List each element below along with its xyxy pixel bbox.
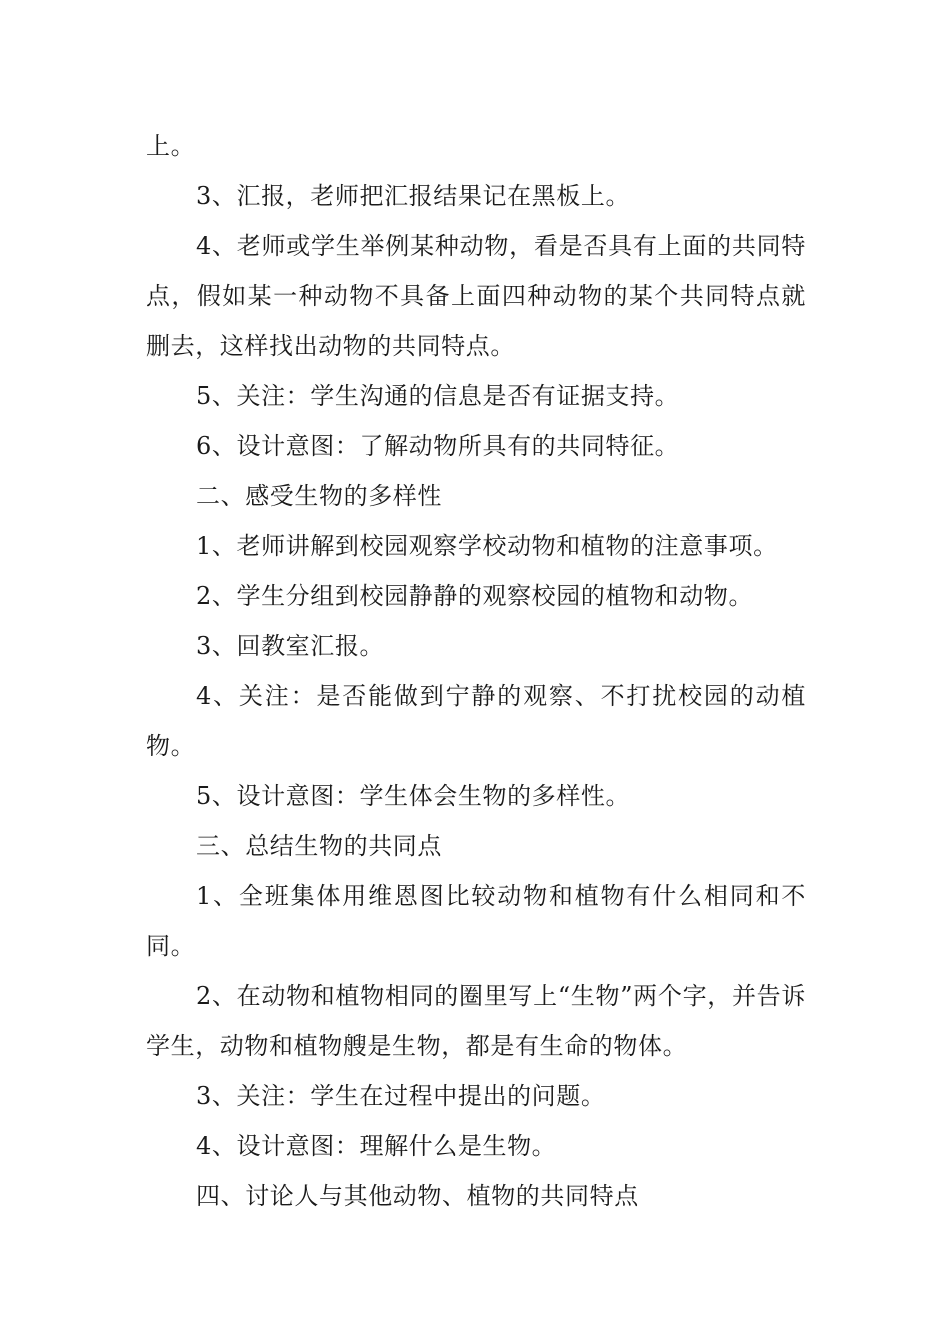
paragraph: 5、关注：学生沟通的信息是否有证据支持。 [196,382,680,410]
section-heading: 三、总结生物的共同点 [196,832,442,860]
paragraph: 3、汇报，老师把汇报结果记在黑板上。 [196,182,631,210]
paragraph: 5、设计意图：学生体会生物的多样性。 [196,782,631,810]
paragraph: 2、学生分组到校园静静的观察校园的植物和动物。 [196,582,754,610]
paragraph: 4、老师或学生举例某种动物，看是否具有上面的共同特点，假如某一种动物不具备上面四种动物的某个共同特点就删去，这样找出动物的共同特点。 [146,232,806,360]
paragraph: 6、设计意图：了解动物所具有的共同特征。 [196,432,680,460]
paragraph: 2、在动物和植物相同的圈里写上“生物”两个字，并告诉学生，动物和植物艘是生物，都是有生命的物体。 [146,982,806,1060]
paragraph: 4、关注：是否能做到宁静的观察、不打扰校园的动植物。 [146,682,806,760]
paragraph: 3、回教室汇报。 [196,632,385,660]
paragraph: 3、关注：学生在过程中提出的问题。 [196,1082,606,1110]
paragraph-continuation: 上。 [146,132,196,160]
paragraph: 1、老师讲解到校园观察学校动物和植物的注意事项。 [196,532,778,560]
section-heading: 二、感受生物的多样性 [196,482,442,510]
section-heading: 四、讨论人与其他动物、植物的共同特点 [196,1182,639,1210]
paragraph: 4、设计意图：理解什么是生物。 [196,1132,557,1160]
document-body [146,121,806,1221]
paragraph: 1、全班集体用维恩图比较动物和植物有什么相同和不同。 [146,882,806,960]
